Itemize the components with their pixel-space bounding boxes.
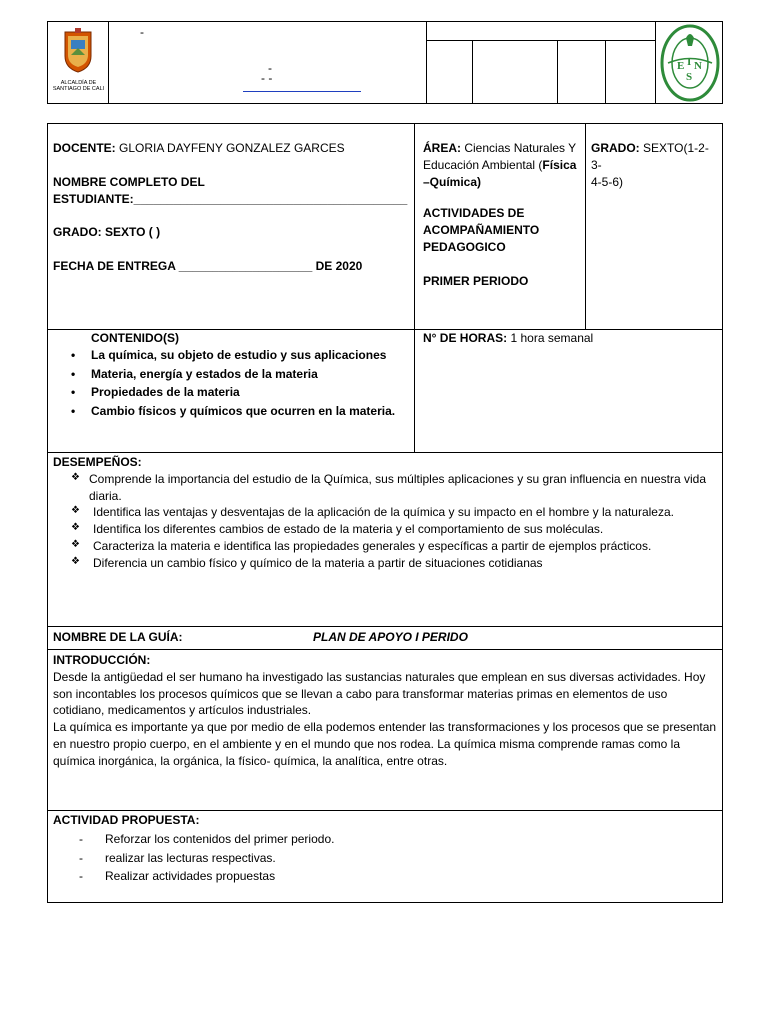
- horas-value: 1 hora semanal: [510, 331, 594, 345]
- desempenos-section: [53, 454, 717, 572]
- student-name-field[interactable]: ESTUDIANTE:_________________________________________: [53, 191, 408, 206]
- header-mark: - -: [261, 71, 273, 85]
- column-divider: [585, 124, 586, 329]
- desempenos-title: DESEMPEÑOS:: [53, 455, 142, 469]
- logo-cell: [48, 22, 109, 103]
- grado-right: [591, 140, 719, 190]
- header-grid-top: [427, 22, 655, 41]
- header-mark: -: [140, 25, 144, 39]
- grado-right-line-1: [591, 140, 719, 174]
- guia-label: NOMBRE DE LA GUÍA:: [53, 630, 183, 644]
- header-mark: -: [268, 61, 272, 75]
- student-label-line-1: NOMBRE COMPLETO DEL: [53, 174, 205, 189]
- list-item: ❖ Caracteriza la materia e identifica las propiedades generales y específicas a partir de ejemplos prácticos.: [53, 538, 717, 555]
- actividades-line-2: ACOMPAÑAMIENTO: [423, 223, 540, 238]
- row-divider: [48, 452, 722, 453]
- area-line-2: [423, 157, 583, 174]
- logo-caption: [48, 80, 109, 92]
- contenido-title: CONTENIDO(S): [91, 331, 179, 345]
- grado-right-line-2: 4-5-6): [591, 174, 624, 189]
- docente-name: GLORIA DAYFENY GONZALEZ GARCES: [119, 141, 345, 155]
- area-line-1: [423, 140, 583, 157]
- header-grid-col: [473, 41, 558, 103]
- area-bold: Física: [542, 157, 577, 172]
- introduccion-paragraph-2: La química es importante ya que por medio de ella podemos entender las transformaciones y los procesos que se presentan en nuestro propio cuerpo, en el ambiente y en el mundo que nos rodea. La química misma comprende ramas como la química inorgánica, la orgánica, la físico- química, la analítica, entre otras.: [53, 720, 717, 768]
- teacher-info: [53, 140, 409, 275]
- introduccion-section: [53, 652, 719, 770]
- actividades-line-3: PEDAGOGICO: [423, 239, 506, 254]
- list-item: ❖ Identifica los diferentes cambios de estado de la materia y el comportamiento de sus moléculas.: [53, 521, 717, 538]
- area-text: Ciencias Naturales Y: [464, 141, 577, 155]
- docente-line: [53, 140, 409, 157]
- row-divider: [48, 649, 722, 650]
- desempenos-list: [53, 471, 717, 572]
- svg-text:E: E: [677, 60, 685, 72]
- header-grid-col: [427, 41, 473, 103]
- header-grid-col: [606, 41, 655, 103]
- school-seal-icon: [660, 24, 720, 102]
- introduccion-paragraph-1: Desde la antigüedad el ser humano ha investigado las sustancias naturales que emplean en sus diversas actividades. Hoy son incontables los procesos químicos que se llevan a cabo para transformar materias primas en elementos de uso cotidiano, medicamentos y artículos industriales.: [53, 669, 706, 718]
- grado-right-label: GRADO:: [591, 141, 640, 155]
- svg-text:I: I: [687, 56, 692, 68]
- list-item: - Realizar actividades propuestas: [53, 868, 717, 885]
- logo-caption-line-1: ALCALDÍA DE: [60, 80, 97, 86]
- area-info: [423, 140, 583, 290]
- actividades-line-1: ACTIVIDADES DE: [423, 206, 525, 221]
- horas-label: N° DE HORAS:: [423, 331, 508, 345]
- contenido-list: [53, 347, 409, 420]
- list-item: ❖ Comprende la importancia del estudio de la Química, sus múltiples aplicaciones y su gran influencia en nuestra vida diaria.: [53, 471, 717, 505]
- svg-text:S: S: [686, 71, 693, 83]
- list-item: • Propiedades de la materia: [53, 384, 409, 401]
- area-line-3: –Química): [423, 174, 482, 189]
- list-item: - realizar las lecturas respectivas.: [53, 850, 717, 867]
- header-grid-cell: [426, 22, 655, 103]
- contenido-section: [53, 330, 409, 420]
- list-item: • Materia, energía y estados de la materia: [53, 366, 409, 383]
- header-middle-cell: [109, 22, 426, 103]
- seal-cell: [655, 22, 722, 103]
- actividad-title: ACTIVIDAD PROPUESTA:: [53, 813, 200, 827]
- horas-section: [423, 330, 718, 347]
- document-header: [47, 21, 723, 104]
- fecha-entrega-field[interactable]: FECHA DE ENTREGA ____________________ DE 2020: [53, 259, 363, 274]
- row-divider: [48, 810, 722, 811]
- list-item: ❖ Identifica las ventajas y desventajas de la aplicación de la química y su impacto en el hombre y la naturaleza.: [53, 504, 717, 521]
- list-item: - Reforzar los contenidos del primer periodo.: [53, 831, 717, 848]
- header-link-underline: [243, 91, 361, 92]
- introduccion-title: INTRODUCCIÓN:: [53, 653, 151, 667]
- area-text: Educación Ambiental (: [423, 157, 543, 172]
- cali-coat-of-arms-icon: [62, 28, 94, 74]
- grado-right-value: SEXTO(1-2-3-: [591, 141, 709, 172]
- svg-text:N: N: [694, 60, 702, 72]
- periodo-label: PRIMER PERIODO: [423, 273, 529, 288]
- header-grid-col: [558, 41, 606, 103]
- docente-label: DOCENTE:: [53, 141, 116, 155]
- actividad-list: [53, 831, 717, 885]
- list-item: ❖ Diferencia un cambio físico y químico de la materia a partir de situaciones cotidianas: [53, 555, 717, 572]
- guia-value: PLAN DE APOYO I PERIDO: [313, 630, 468, 644]
- list-item: • Cambio físicos y químicos que ocurren en la materia.: [53, 403, 409, 420]
- area-label: ÁREA:: [423, 141, 461, 155]
- logo-caption-line-2: SANTIAGO DE CALI: [52, 86, 105, 93]
- column-divider: [414, 124, 415, 452]
- grado-field[interactable]: GRADO: SEXTO ( ): [53, 225, 161, 240]
- guide-table: [47, 123, 723, 903]
- actividad-section: [53, 812, 717, 885]
- list-item: • La química, su objeto de estudio y sus aplicaciones: [53, 347, 409, 364]
- row-divider: [48, 626, 722, 627]
